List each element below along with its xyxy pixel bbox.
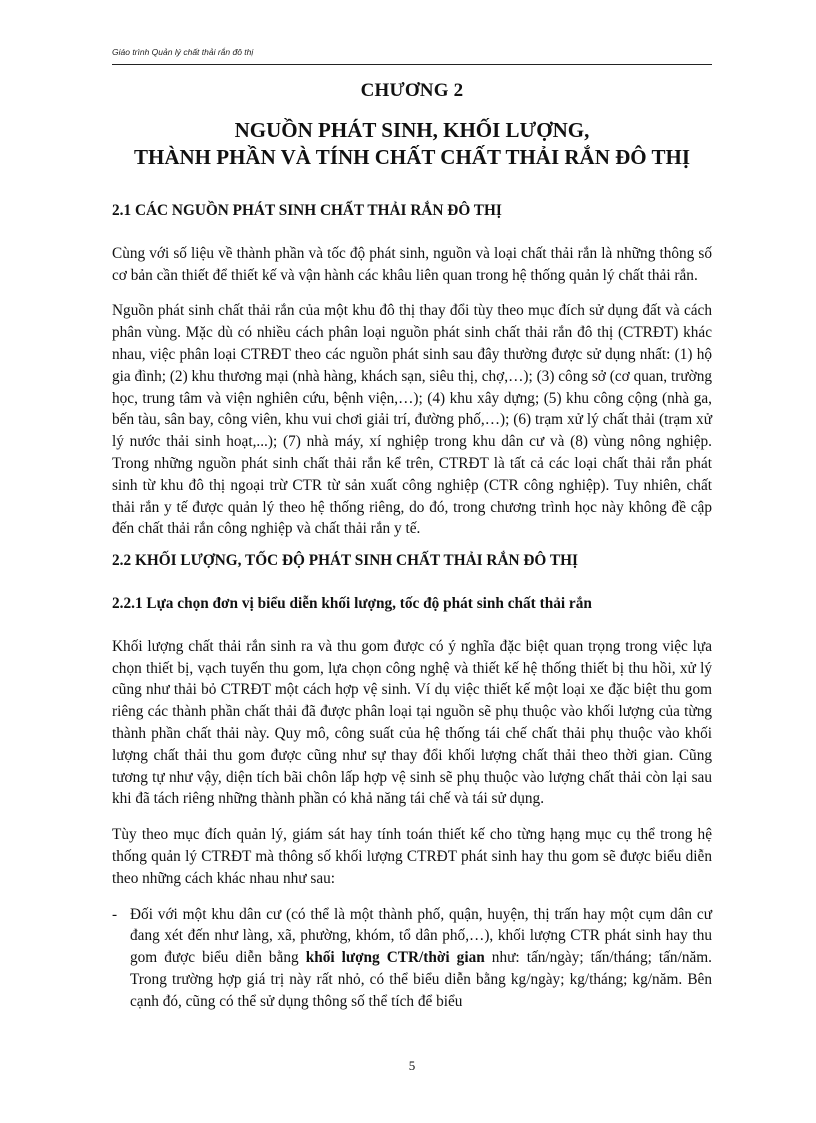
- section-2-2-1-paragraph-2: Tùy theo mục đích quản lý, giám sát hay tính toán thiết kế cho từng hạng mục cụ thể trong hệ thống quản lý CTRĐT mà thông số khối lượng CTRĐT phát sinh hay thu gom sẽ được biểu diễn theo những cách khác nhau như sau:: [112, 826, 712, 887]
- chapter-title-line-1: NGUỒN PHÁT SINH, KHỐI LƯỢNG,: [234, 118, 590, 142]
- section-2-1-heading: 2.1 CÁC NGUỒN PHÁT SINH CHẤT THẢI RẮN ĐÔ THỊ: [112, 202, 502, 219]
- list-item-text: [130, 904, 712, 1013]
- section-2-1-paragraph-2: Nguồn phát sinh chất thải rắn của một khu đô thị thay đổi tùy theo mục đích sử dụng đất và cách phân vùng. Mặc dù có nhiều cách phân loại nguồn phát sinh chất thải rắn đô thị (CTRĐT) khác nhau, việc phân loại CTRĐT theo các nguồn phát sinh sau đây thường được sử dụng nhất: (1) hộ gia đình; (2) khu thương mại (nhà hàng, khách sạn, siêu thị, chợ,…); (3) công sở (cơ quan, trường học, trung tâm và viện nghiên cứu, bệnh viện,…); (4) khu xây dựng; (5) khu công cộng (nhà ga, bến tàu, sân bay, công viên, khu vui chơi giải trí, đường phố,…); (6) trạm xử lý chất thải (trạm xử lý nước thải sinh hoạt,...); (7) nhà máy, xí nghiệp trong khu dân cư và (8) vùng nông nghiệp. Trong những nguồn phát sinh chất thải rắn kể trên, CTRĐT là tất cả các loại chất thải rắn phát sinh từ khu đô thị ngoại trừ CTR từ sản xuất công nghiệp (CTR công nghiệp). Tuy nhiên, chất thải rắn y tế được quản lý theo hệ thống riêng, do đó, trong chương trình học này không đề cập đến chất thải rắn công nghiệp và chất thải rắn y tế.: [112, 302, 712, 538]
- section-2-2-heading: 2.2 KHỐI LƯỢNG, TỐC ĐỘ PHÁT SINH CHẤT THẢI RẮN ĐÔ THỊ: [112, 552, 578, 570]
- section-2-2-1-heading: 2.2.1 Lựa chọn đơn vị biểu diễn khối lượng, tốc độ phát sinh chất thải rắn: [112, 594, 592, 612]
- header-rule: [112, 64, 712, 65]
- running-header: Giáo trình Quản lý chất thải rắn đô thị: [112, 47, 254, 57]
- section-2-2-1-paragraph-1: Khối lượng chất thải rắn sinh ra và thu gom được có ý nghĩa đặc biệt quan trọng trong việc lựa chọn thiết bị, vạch tuyến thu gom, lựa chọn công nghệ và thiết kế hệ thống thiết bị thu hồi, xử lý cũng như thải bỏ CTRĐT một cách hợp vệ sinh. Ví dụ việc thiết kế một loại xe đặc biệt thu gom riêng các thành phần chất thải đã được phân loại tại nguồn sẽ phụ thuộc vào khối lượng của từng thành phần chất thải này. Quy mô, công suất của hệ thống tái chế chất thải phụ thuộc vào khối lượng chất thải thu gom được cũng như sự thay đổi khối lượng chất thải theo thời gian. Cũng tương tự như vậy, diện tích bãi chôn lấp hợp vệ sinh sẽ phụ thuộc vào lượng chất thải còn lại sau khi đã tách riêng những thành phần có khả năng tái chế và tái sử dụng.: [112, 637, 712, 808]
- list-item: [112, 904, 712, 1013]
- chapter-number: CHƯƠNG 2: [360, 80, 464, 101]
- body-content: [112, 200, 712, 1013]
- list-text-part-2: như: tấn/ngày; tấn/tháng; tấn/năm. Trong trường hợp giá trị này rất nhỏ, có thể biểu diễn bằng kg/ngày; kg/tháng; kg/năm. Bên cạnh đó, cũng có thể sử dụng thông số thể tích để biểu: [130, 949, 712, 1010]
- page-number: 5: [408, 1058, 416, 1073]
- chapter-title: [112, 117, 712, 171]
- section-2-1-paragraph-1: Cùng với số liệu về thành phần và tốc độ phát sinh, nguồn và loại chất thải rắn là những thông số cơ bản cần thiết để thiết kế và vận hành các khâu liên quan trong hệ thống quản lý chất thải rắn.: [112, 244, 712, 284]
- list-dash: -: [112, 905, 118, 923]
- list-text-bold: khối lượng CTR/thời gian: [305, 949, 485, 967]
- chapter-title-line-2: THÀNH PHẦN VÀ TÍNH CHẤT CHẤT THẢI RẮN ĐÔ THỊ: [133, 145, 691, 169]
- list-text-part-1: Đối với một khu dân cư (có thể là một thành phố, quận, huyện, thị trấn hay một cụm dân cư đang xét đến như làng, xã, phường, khóm, tổ dân phố,…), khối lượng CTR phát sinh hay thu gom được biểu diễn bằng: [130, 905, 712, 967]
